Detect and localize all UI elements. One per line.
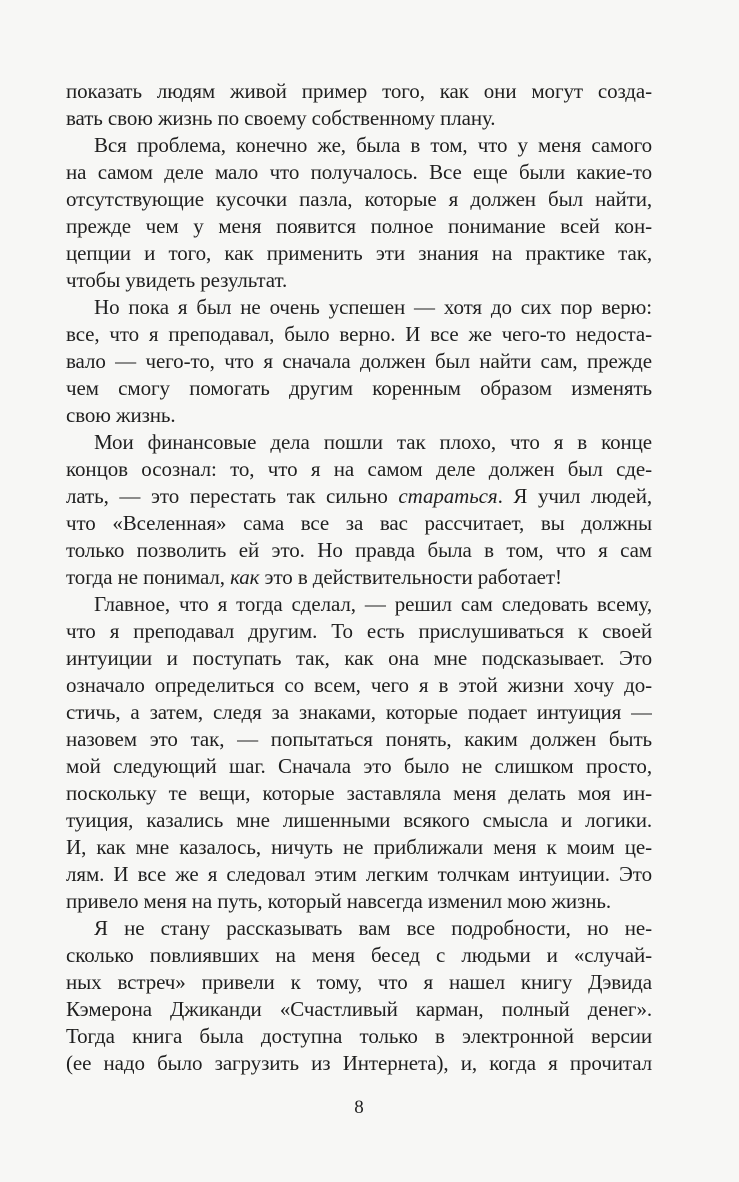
text-segment: чтобы увидеть результат.: [66, 268, 288, 292]
text-line: [66, 402, 652, 429]
text-segment: ных встреч» привели к тому, что я нашел книгу Дэвида: [66, 970, 652, 994]
text-segment: Мои финансовые дела пошли так плохо, что я в конце: [94, 430, 652, 454]
text-segment: сколько повлиявших на меня бесед с людьми и «случай-: [66, 943, 652, 967]
text-line: [66, 105, 652, 132]
text-segment: означало определиться со всем, чего я в этой жизни хочу до-: [66, 673, 652, 697]
text-line: [66, 78, 652, 105]
text-segment: (ее надо было загрузить из Интернета), и, когда я прочитал: [66, 1051, 652, 1075]
text-line: [66, 888, 652, 915]
text-segment: чем смогу помогать другим коренным образом изменять: [66, 376, 652, 400]
text-line: [66, 321, 652, 348]
text-segment: лям. И все же я следовал этим легким толчкам интуиции. Это: [66, 862, 652, 886]
text-line: [66, 375, 652, 402]
text-segment: вать свою жизнь по своему собственному плану.: [66, 106, 496, 130]
italic-text-segment: стараться: [398, 484, 498, 508]
text-line: [66, 591, 652, 618]
text-segment: . Я учил людей,: [497, 484, 652, 508]
text-line: [66, 132, 652, 159]
text-segment: отсутствующие кусочки пазла, которые я должен был найти,: [66, 187, 652, 211]
text-line: [66, 510, 652, 537]
text-segment: Я не стану рассказывать вам все подробности, но не-: [94, 916, 652, 940]
text-line: [66, 915, 652, 942]
text-segment: привело меня на путь, который навсегда изменил мою жизнь.: [66, 889, 611, 913]
text-line: [66, 618, 652, 645]
text-segment: лать, — это перестать так сильно: [66, 484, 399, 508]
text-line: [66, 726, 652, 753]
text-segment: прежде чем у меня появится полное понимание всей кон-: [66, 214, 652, 238]
text-line: [66, 267, 652, 294]
text-line: [66, 969, 652, 996]
text-segment: Главное, что я тогда сделал, — решил сам следовать всему,: [94, 592, 652, 616]
text-line: [66, 1023, 652, 1050]
text-segment: мой следующий шаг. Сначала это было не слишком просто,: [66, 754, 652, 778]
text-segment: назовем это так, — попытаться понять, каким должен быть: [66, 727, 652, 751]
text-line: [66, 645, 652, 672]
text-segment: туиция, казались мне лишенными всякого смысла и логики.: [66, 808, 652, 832]
text-line: [66, 159, 652, 186]
text-segment: Кэмерона Джиканди «Счастливый карман, полный денег».: [66, 997, 652, 1021]
text-line: [66, 429, 652, 456]
text-segment: поскольку те вещи, которые заставляла меня делать моя ин-: [66, 781, 652, 805]
page-number: 8: [354, 1097, 364, 1118]
page-text: [66, 78, 652, 1077]
text-segment: интуиции и поступать так, как она мне подсказывает. Это: [66, 646, 652, 670]
paragraph: [66, 294, 652, 429]
text-line: [66, 942, 652, 969]
text-segment: цепции и того, как применить эти знания на практике так,: [66, 241, 652, 265]
text-segment: Но пока я был не очень успешен — хотя до сих пор верю:: [94, 295, 652, 319]
paragraph: [66, 915, 652, 1077]
text-line: [66, 699, 652, 726]
text-line: [66, 213, 652, 240]
text-line: [66, 456, 652, 483]
text-segment: Тогда книга была доступна только в электронной версии: [66, 1024, 652, 1048]
text-line: [66, 294, 652, 321]
paragraph: [66, 591, 652, 915]
paragraph: [66, 78, 652, 132]
text-line: [66, 753, 652, 780]
text-line: [66, 240, 652, 267]
text-segment: на самом деле мало что получалось. Все еще были какие-то: [66, 160, 652, 184]
text-line: [66, 996, 652, 1023]
text-line: [66, 861, 652, 888]
text-segment: концов осознал: то, что я на самом деле должен был сде-: [66, 457, 652, 481]
text-segment: свою жизнь.: [66, 403, 176, 427]
text-line: [66, 1050, 652, 1077]
text-segment: что «Вселенная» сама все за вас рассчитает, вы должны: [66, 511, 652, 535]
text-segment: тогда не понимал,: [66, 565, 231, 589]
text-segment: все, что я преподавал, было верно. И все же чего-то недоста-: [66, 322, 652, 346]
text-line: [66, 807, 652, 834]
text-line: [66, 186, 652, 213]
text-line: [66, 780, 652, 807]
text-segment: только позволить ей это. Но правда была в том, что я сам: [66, 538, 652, 562]
text-line: [66, 672, 652, 699]
text-line: [66, 483, 652, 510]
text-line: [66, 564, 652, 591]
text-segment: вало — чего-то, что я сначала должен был найти сам, прежде: [66, 349, 652, 373]
paragraph: [66, 429, 652, 591]
text-segment: что я преподавал другим. То есть прислушиваться к своей: [66, 619, 652, 643]
text-segment: И, как мне казалось, ничуть не приближали меня к моим це-: [66, 835, 652, 859]
text-segment: это в действительности работает!: [259, 565, 562, 589]
paragraph: [66, 132, 652, 294]
text-line: [66, 834, 652, 861]
text-segment: показать людям живой пример того, как они могут созда-: [66, 79, 652, 103]
text-line: [66, 348, 652, 375]
italic-text-segment: как: [230, 565, 260, 589]
text-segment: стичь, а затем, следя за знаками, которые подает интуиция —: [66, 700, 652, 724]
text-line: [66, 537, 652, 564]
text-segment: Вся проблема, конечно же, была в том, что у меня самого: [94, 133, 652, 157]
